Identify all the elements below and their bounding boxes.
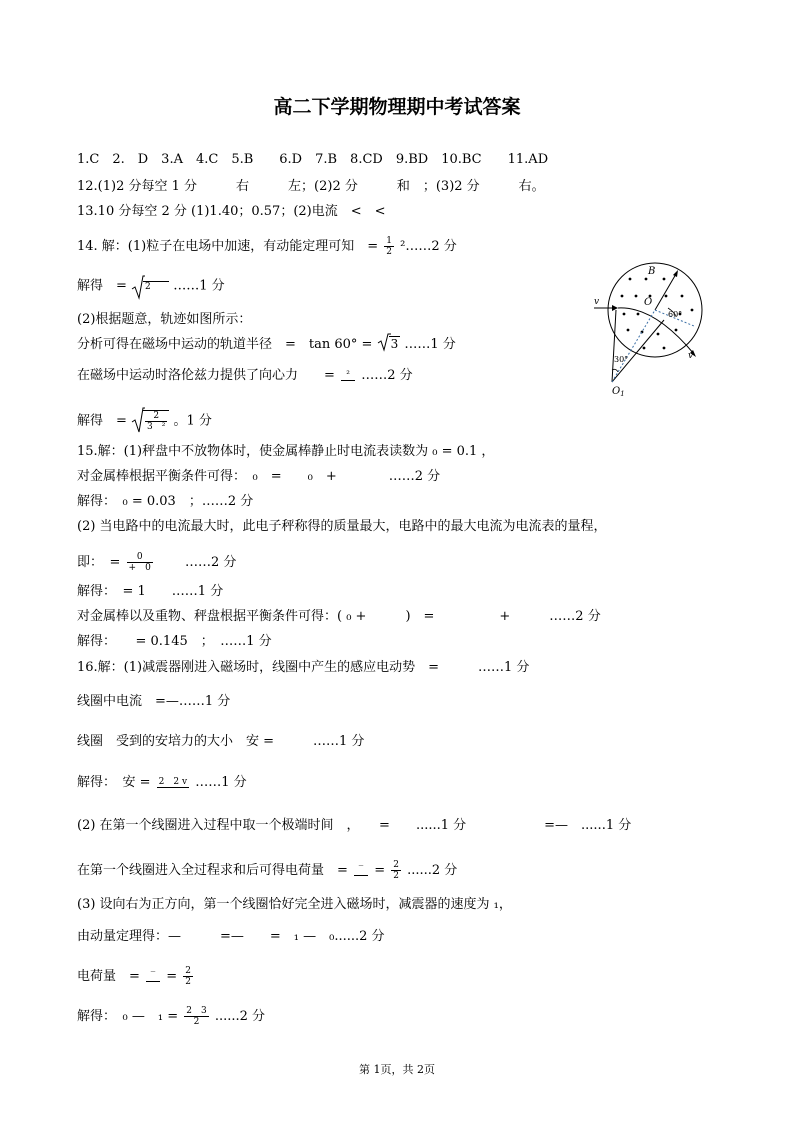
frac-num: 2 <box>145 411 167 422</box>
text: ……2 分 <box>361 368 413 383</box>
frac-num: 0 <box>127 552 153 563</box>
frac-den: + 0 <box>128 563 151 573</box>
radicand: 2 <box>143 281 169 292</box>
text: 。1 分 <box>173 413 212 429</box>
answer-line-14-2 <box>77 278 225 295</box>
answer-line-16-7: (3) 设向右为正方向，第一个线圈恰好完全进入磁场时，减震器的速度为 ₁， <box>77 897 512 912</box>
radical-sign <box>131 406 145 434</box>
answer-line-14-4 <box>77 336 456 353</box>
frac-den: 2 <box>193 1017 200 1027</box>
fraction <box>391 860 401 881</box>
answer-line-15-5 <box>77 552 236 573</box>
radical-sign <box>131 274 145 300</box>
sqrt <box>131 278 169 294</box>
frac-num: ‾ <box>146 971 160 982</box>
answer-line-15-3: 解得： ₀ = 0.03 ；……2 分 <box>77 494 254 509</box>
dashed-center-line <box>612 310 655 382</box>
text: 解得 = <box>77 413 127 429</box>
answer-line-choice: 1.C 2. D 3.A 4.C 5.B 6.D 7.B 8.CD 9.BD 10.BC 11.AD <box>77 152 549 167</box>
field-dots <box>621 278 694 350</box>
frac-den: 2 <box>393 871 399 881</box>
answer-line-16-1: 16.解：(1)减震器刚进入磁场时，线圈中产生的感应电动势 = ……1 分 <box>77 660 530 675</box>
answer-line-15-4: (2) 当电路中的电流最大时，此电子秤称得的质量最大，电路中的最大电流为电流表的量程， <box>77 519 607 534</box>
magnetic-field-diagram <box>584 258 714 398</box>
line-O1-exit <box>612 320 664 382</box>
frac-num: ² <box>341 370 355 381</box>
text: 解得： ₀ — ₁ = <box>77 1009 179 1024</box>
frac-den: 3 ² <box>147 422 166 432</box>
text: ……1 分 <box>404 337 456 352</box>
fraction <box>384 236 394 257</box>
text: ……2 分 <box>158 555 237 570</box>
answer-line-16-3: 线圈 受到的安培力的大小 安 = ……1 分 <box>77 734 365 749</box>
frac-num: 2 2 v <box>158 777 188 787</box>
answer-line-16-5: (2) 在第一个线圈进入过程中取一个极端时间 ， = ......1 分 =— ......1 分 <box>77 818 632 833</box>
sqrt <box>377 336 401 353</box>
text: = <box>374 863 386 878</box>
incoming-arrow <box>612 305 618 311</box>
radius-line <box>655 274 676 310</box>
frac-num: 2 <box>393 860 399 870</box>
text: 分析可得在磁场中运动的轨道半径 = tan 60° = <box>77 337 373 352</box>
text: ......2 分 <box>407 863 458 878</box>
text: ……1 分 <box>173 278 225 294</box>
fraction <box>157 777 189 788</box>
frac-den: 2 <box>386 247 392 257</box>
trajectory-arc <box>618 308 694 354</box>
radicand: 3 <box>390 337 399 351</box>
radicand <box>143 410 169 432</box>
answer-line-16-4 <box>77 775 247 791</box>
page-title: 高二下学期物理期中考试答案 <box>273 96 521 118</box>
frac-den: 2 <box>185 977 191 987</box>
frac-num: 2 3 <box>186 1006 207 1016</box>
answer-line-15-1: 15.解：(1)秤盘中不放物体时，使金属棒静止时电流表读数为 ₀ = 0.1 ， <box>77 444 495 459</box>
fraction <box>146 971 160 982</box>
text: 解得 = <box>77 278 127 294</box>
page-footer: 第 1页，共 2页 <box>359 1063 435 1076</box>
answer-line-14-3: (2)根据题意，轨迹如图所示： <box>77 312 252 327</box>
radical-sign <box>377 332 391 352</box>
label-30: 30° <box>614 355 629 364</box>
answer-line-16-6 <box>77 860 457 881</box>
frac-num: 2 <box>185 966 191 976</box>
answer-line-16-10 <box>77 1006 265 1027</box>
label-60: 60° <box>668 310 683 319</box>
fraction <box>354 865 368 876</box>
fraction <box>183 966 193 987</box>
answer-line-14-6 <box>77 410 212 432</box>
text: 在磁场中运动时洛伦兹力提供了向心力 = <box>77 368 335 383</box>
answer-line-15-8: 解得： = 0.145 ； ……1 分 <box>77 634 272 649</box>
radius-to-O1 <box>612 310 616 382</box>
text: 14. 解：(1)粒子在电场中加速，有动能定理可知 = <box>77 239 379 254</box>
answer-line-14-5 <box>77 368 413 384</box>
frac-num: 1 <box>386 236 392 246</box>
answer-line-16-8: 由动量定理得：— =— = ₁ — ₀......2 分 <box>77 929 385 944</box>
text: 解得： 安 = <box>77 775 151 790</box>
sqrt <box>131 410 169 432</box>
text: ......2 分 <box>214 1009 266 1024</box>
text: 即： = <box>77 555 121 570</box>
text: 在第一个线圈进入全过程求和后可得电荷量 = <box>77 863 348 878</box>
incoming-v-label: v <box>594 297 600 307</box>
answer-line-15-7: 对金属棒以及重物、秤盘根据平衡条件可得：( ₀ + ) = + ……2 分 <box>77 609 601 624</box>
fraction <box>184 1006 208 1027</box>
answer-line-12: 12.(1)2 分每空 1 分 右 左；(2)2 分 和 ；(3)2 分 右。 <box>77 179 545 194</box>
text: 电荷量 = <box>77 969 140 984</box>
label-O1: $O_1$ <box>612 386 625 398</box>
label-O: O <box>644 297 653 308</box>
text: ……1 分 <box>195 775 247 790</box>
answer-line-14-1 <box>77 236 457 257</box>
answer-line-16-2: 线圈中电流 =—……1 分 <box>77 694 231 709</box>
fraction <box>127 552 153 573</box>
answer-line-15-6: 解得： = 1 ……1 分 <box>77 584 224 599</box>
outgoing-v-label: v <box>688 351 694 361</box>
text: = <box>166 969 178 984</box>
radius-arrow <box>673 270 678 277</box>
answer-line-13: 13.10 分每空 2 分 (1)1.40；0.57；(2)电流 < < <box>77 204 386 219</box>
frac-num: ‾ <box>354 865 368 876</box>
fraction <box>145 411 167 432</box>
fraction <box>341 370 355 381</box>
text: ²……2 分 <box>400 239 457 254</box>
answer-line-16-9 <box>77 966 195 987</box>
label-B: B <box>648 266 656 277</box>
answer-line-15-2: 对金属棒根据平衡条件可得： ₀ = ₀ + ……2 分 <box>77 469 441 484</box>
